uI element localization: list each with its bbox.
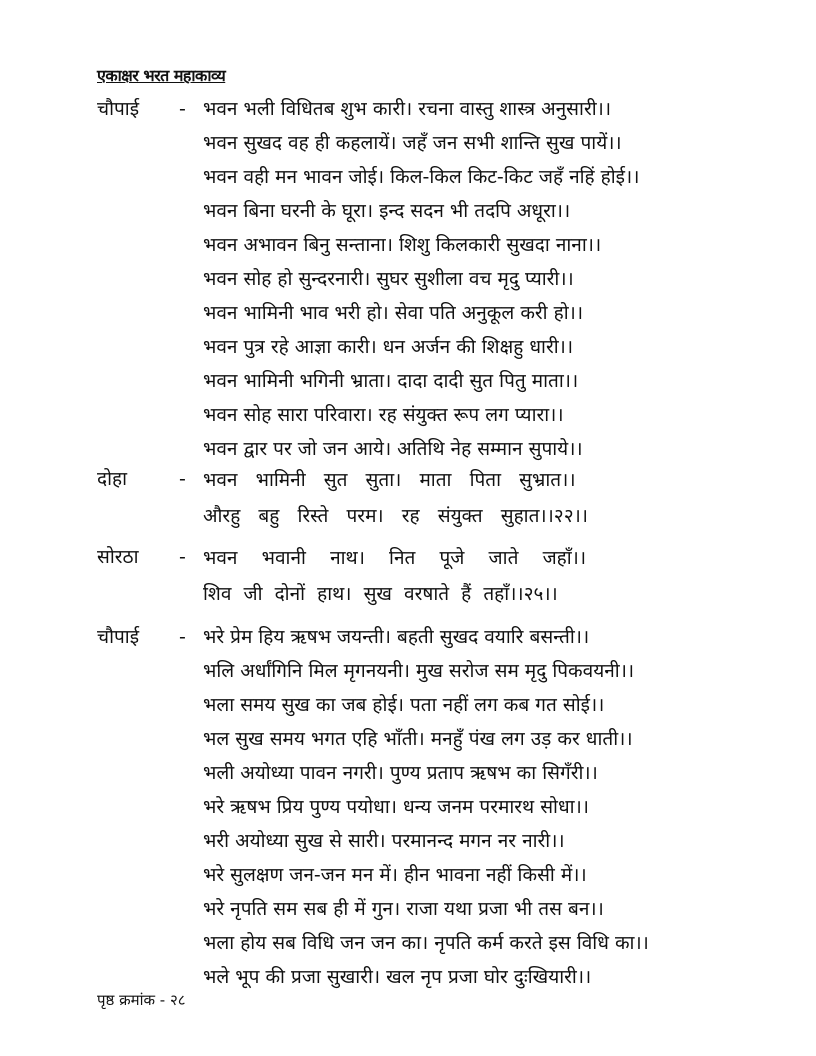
verse-lines: [203, 462, 723, 534]
verse-line: भला होय सब विधि जन जन का। नृपति कर्म करते इस विधि का।।: [203, 932, 649, 954]
verse-line: भवन द्वार पर जो जन आये। अतिथि नेह सम्मान सुपाये।।: [203, 438, 583, 460]
verse-line: भल सुख समय भगत एहि भाँती। मनहुँ पंख लग उड़ कर धाती।।: [203, 728, 633, 750]
verse-lines: [203, 540, 723, 612]
chaupai-section-1: [97, 92, 737, 466]
verse-type-label: सोरठा: [97, 546, 139, 568]
verse-line: भरे नृपति सम सब ही में गुन। राजा यथा प्रजा भी तस बन।।: [203, 898, 604, 920]
verse-line: भवन बिना घरनी के घूरा। इन्द सदन भी तदपि अधूरा।।: [203, 200, 571, 222]
verse-type-label: चौपाई: [97, 626, 140, 648]
verse-lines: [203, 620, 723, 994]
verse-line: भरे प्रेम हिय ऋषभ जयन्ती। बहती सुखद वयारि बसन्ती।।: [203, 626, 590, 648]
verse-line: भरी अयोध्या सुख से सारी। परमानन्द मगन नर नारी।।: [203, 830, 565, 852]
verse-lines: [203, 92, 723, 466]
verse-line: भवन सुखद वह ही कहलायें। जहँ जन सभी शान्ति सुख पायें।।: [203, 132, 622, 154]
soratha-section: [97, 540, 737, 612]
verse-line: भलि अर्धांगिनि मिल मृगनयनी। मुख सरोज सम मृदु पिकवयनी।।: [203, 660, 635, 682]
verse-line: भवन पुत्र रहे आज्ञा कारी। धन अर्जन की शिक्षहु धारी।।: [203, 336, 574, 358]
verse-line: भरे सुलक्षण जन-जन मन में। हीन भावना नहीं किसी में।।: [203, 864, 587, 886]
verse-line: औरहु बहु रिस्ते परम। रह संयुक्त सुहात।।२२।।: [203, 505, 588, 527]
verse-type-label: चौपाई: [97, 98, 140, 120]
verse-line: भली अयोध्या पावन नगरी। पुण्य प्रताप ऋषभ का सिगँरी।।: [203, 762, 598, 784]
label-dash: -: [179, 468, 186, 490]
label-dash: -: [179, 626, 186, 648]
chaupai-section-2: [97, 620, 737, 994]
verse-line: भवन भामिनी भाव भरी हो। सेवा पति अनुकूल करी हो।।: [203, 302, 584, 324]
label-dash: -: [179, 98, 186, 120]
book-title-header: एकाक्षर भरत महाकाव्य: [97, 66, 226, 85]
page-number-footer: पृष्ठ क्रमांक - २८: [97, 991, 186, 1009]
verse-line: भवन सोह हो सुन्दरनारी। सुघर सुशीला वच मृदु प्यारी।।: [203, 268, 574, 290]
verse-line: भवन भामिनी सुत सुता। माता पिता सुभ्रात।।: [203, 469, 576, 491]
verse-line: भवन भली विधितब शुभ कारी। रचना वास्तु शास्त्र अनुसारी।।: [203, 98, 612, 120]
label-dash: -: [179, 546, 186, 568]
verse-line: भवन सोह सारा परिवारा। रह संयुक्त रूप लग प्यारा।।: [203, 404, 564, 426]
verse-line: भवन अभावन बिनु सन्ताना। शिशु किलकारी सुखदा नाना।।: [203, 234, 602, 256]
verse-line: भवन भामिनी भगिनी भ्राता। दादा दादी सुत पितु माता।।: [203, 370, 579, 392]
verse-line: भवन वही मन भावन जोई। किल-किल किट-किट जहँ नहिं होई।।: [203, 166, 640, 188]
verse-line: भवन भवानी नाथ। नित पूजे जाते जहाँ।।: [203, 547, 587, 569]
verse-line: भला समय सुख का जब होई। पता नहीं लग कब गत सोई।।: [203, 694, 605, 716]
verse-line: शिव जी दोनों हाथ। सुख वरषाते हैं तहाँ।।२५।।: [203, 583, 558, 605]
doha-section: [97, 462, 737, 534]
verse-type-label: दोहा: [97, 468, 128, 490]
verse-line: भले भूप की प्रजा सुखारी। खल नृप प्रजा घोर दुःखियारी।।: [203, 966, 592, 988]
verse-line: भरे ऋषभ प्रिय पुण्य पयोधा। धन्य जनम परमारथ सोधा।।: [203, 796, 589, 818]
